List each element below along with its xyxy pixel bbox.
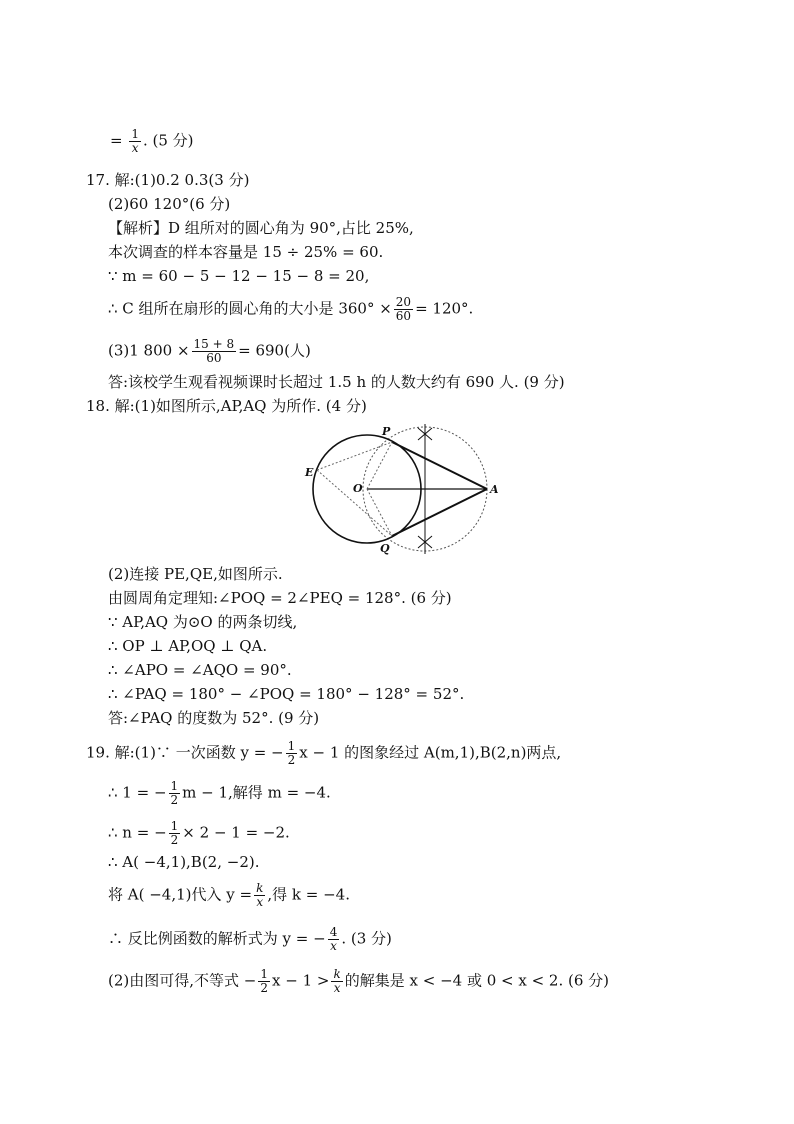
q18-answer: 答:∠PAQ 的度数为 52°. (9 分) — [108, 709, 320, 727]
q19-line: 将 A( −4,1)代入 y = $\frac{k}{x}$ ,得 k = −4. — [108, 881, 350, 909]
q18-line: ∴ ∠APO = ∠AQO = 90°. — [108, 661, 292, 679]
fraction: $\frac{k}{x}$ — [333, 967, 341, 995]
q18-line: ∴ ∠PAQ = 180° − ∠POQ = 180° − 128° = 52°. — [108, 685, 465, 703]
q17-part2: (2)60 120°(6 分) — [108, 195, 231, 213]
fraction: $\frac{1}{x}$ — [131, 127, 139, 155]
q18-heading: 18. 解:(1)如图所示,AP,AQ 为所作. (4 分) — [86, 397, 367, 415]
q17-part3: (3)1 800 × $\frac{15 + 8}{60}$ = 690(人) — [108, 337, 311, 365]
label-q: Q — [380, 542, 390, 555]
fraction: $\frac{15 + 8}{60}$ — [193, 337, 235, 365]
tangent-construction-figure — [296, 418, 506, 560]
q19-part2: (2)由图可得,不等式 − $\frac{1}{2}$ x − 1 > $\frac{k}{x}$ 的解集是 x < −4 或 0 < x < 2. (6 分) — [108, 967, 610, 995]
q19-line: ∴ 1 = − $\frac{1}{2}$ m − 1,解得 m = −4. — [108, 779, 331, 807]
label-e: E — [305, 466, 314, 479]
q18-line: 由圆周角定理知:∠POQ = 2∠PEQ = 128°. (6 分) — [108, 589, 452, 607]
fraction: $\frac{k}{x}$ — [256, 881, 264, 909]
fraction: $\frac{1}{2}$ — [170, 779, 179, 807]
label-a: A — [490, 483, 499, 496]
segment-oq — [367, 489, 392, 536]
continuation-line: = $\frac{1}{x}$ . (5 分) — [110, 127, 194, 155]
q19-line: ∴ n = − $\frac{1}{2}$ × 2 − 1 = −2. — [108, 819, 290, 847]
q18-line: ∴ OP ⊥ AP,OQ ⊥ QA. — [108, 637, 268, 655]
q19-heading: 19. 解:(1)∵ 一次函数 y = − $\frac{1}{2}$ x − 1 的图象经过 A(m,1),B(2,n)两点, — [86, 739, 562, 767]
q17-heading: 17. 解:(1)0.2 0.3(3 分) — [86, 171, 250, 189]
label-p: P — [382, 425, 391, 438]
q18-part2: (2)连接 PE,QE,如图所示. — [108, 565, 283, 583]
segment-pe — [317, 442, 392, 470]
q17-analysis: 【解析】D 组所对的圆心角为 90°,占比 25%, — [108, 219, 414, 237]
fraction: $\frac{20}{60}$ — [395, 295, 412, 323]
q17-line: ∴ C 组所在扇形的圆心角的大小是 360° × $\frac{20}{60}$ = 120°. — [108, 295, 474, 323]
q17-line: ∵ m = 60 − 5 − 12 − 15 − 8 = 20, — [108, 267, 370, 285]
tangent-aq — [392, 489, 487, 536]
fraction: $\frac{4}{x}$ — [329, 925, 338, 953]
label-o: O — [353, 482, 363, 495]
q19-line: ∴ A( −4,1),B(2, −2). — [108, 853, 260, 871]
fraction: $\frac{1}{2}$ — [260, 967, 268, 995]
q19-line: ∴ 反比例函数的解析式为 y = − $\frac{4}{x}$ . (3 分) — [108, 925, 392, 953]
segment-op — [367, 442, 392, 489]
fraction: $\frac{1}{2}$ — [287, 739, 296, 767]
fraction: $\frac{1}{2}$ — [170, 819, 179, 847]
q18-line: ∵ AP,AQ 为⊙O 的两条切线, — [108, 613, 298, 631]
q17-line: 本次调查的样本容量是 15 ÷ 25% = 60. — [108, 243, 384, 261]
q17-answer: 答:该校学生观看视频课时长超过 1.5 h 的人数大约有 690 人. (9 分) — [108, 373, 565, 391]
